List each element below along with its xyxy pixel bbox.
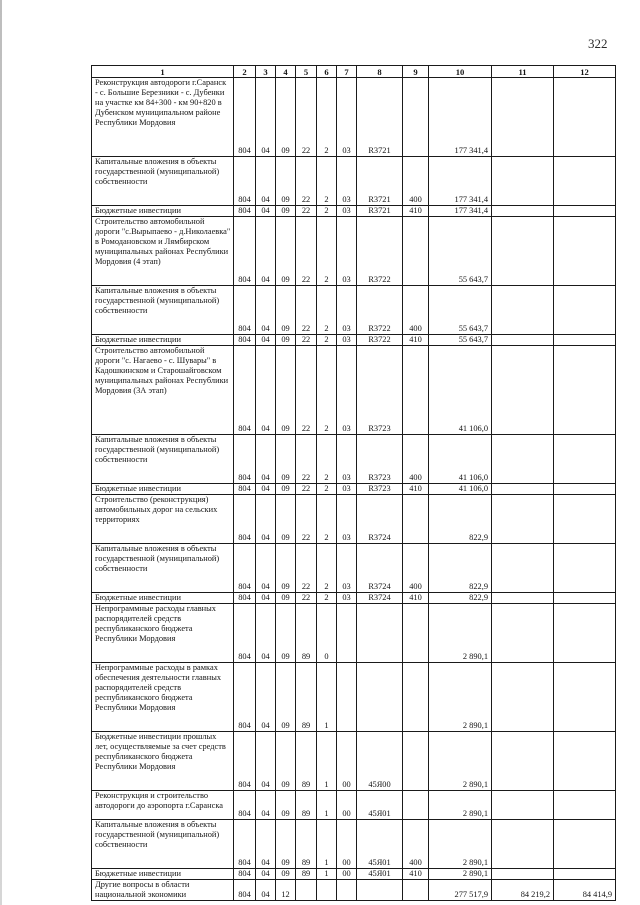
cell-program: 22 (296, 206, 317, 217)
table-row (92, 435, 616, 484)
cell-expense-type: 410 (403, 335, 429, 346)
header-cell: 7 (337, 66, 357, 78)
cell-activity (337, 604, 357, 663)
cell-activity: 03 (337, 544, 357, 593)
cell-subsection: 09 (276, 206, 296, 217)
header-cell: 8 (357, 66, 403, 78)
cell-activity: 00 (337, 869, 357, 880)
cell-amount-1: 2 890,1 (429, 791, 492, 820)
cell-amount-2 (492, 206, 554, 217)
cell-subprogram: 2 (317, 495, 337, 544)
cell-activity (337, 663, 357, 732)
cell-activity: 00 (337, 820, 357, 869)
table-row (92, 206, 616, 217)
cell-amount-2 (492, 732, 554, 791)
row-name-cell: Непрограммные расходы главных распорядителей средств республиканского бюджета Республики Мордовия (92, 604, 234, 663)
header-cell: 9 (403, 66, 429, 78)
cell-subsection: 09 (276, 286, 296, 335)
cell-subprogram: 2 (317, 435, 337, 484)
table-header-row (92, 66, 616, 78)
cell-section: 04 (256, 495, 276, 544)
table-row (92, 217, 616, 286)
cell-subsection: 09 (276, 820, 296, 869)
page-edge (0, 0, 2, 905)
cell-amount-2 (492, 604, 554, 663)
cell-expense-type (403, 663, 429, 732)
cell-section: 04 (256, 435, 276, 484)
cell-program: 89 (296, 869, 317, 880)
cell-target: 45Я01 (357, 820, 403, 869)
cell-amount-1: 822,9 (429, 593, 492, 604)
cell-target: R3724 (357, 544, 403, 593)
cell-adm: 804 (234, 791, 256, 820)
cell-adm: 804 (234, 484, 256, 495)
cell-adm: 804 (234, 593, 256, 604)
cell-amount-2 (492, 286, 554, 335)
header-cell: 5 (296, 66, 317, 78)
cell-activity: 03 (337, 217, 357, 286)
cell-amount-3 (554, 435, 616, 484)
cell-program: 22 (296, 286, 317, 335)
cell-amount-3: 84 414,9 (554, 880, 616, 901)
cell-amount-3 (554, 78, 616, 157)
row-name-cell: Реконструкция автодороги г.Саранск - с. Большие Березники - с. Дубенки на участке км 84+300 - км 90+820 в Дубенском муниципальном районе Республики Мордовия (92, 78, 234, 157)
cell-subsection: 09 (276, 869, 296, 880)
cell-section: 04 (256, 880, 276, 901)
row-name-cell: Капитальные вложения в объекты государственной (муниципальной) собственности (92, 157, 234, 206)
cell-subsection: 09 (276, 157, 296, 206)
row-name-cell: Капитальные вложения в объекты государственной (муниципальной) собственности (92, 435, 234, 484)
cell-amount-1: 277 517,9 (429, 880, 492, 901)
cell-expense-type (403, 346, 429, 435)
budget-table (91, 65, 616, 901)
cell-program: 22 (296, 544, 317, 593)
cell-adm: 804 (234, 663, 256, 732)
cell-program: 89 (296, 791, 317, 820)
cell-target: 45Я00 (357, 732, 403, 791)
cell-amount-3 (554, 604, 616, 663)
cell-activity: 00 (337, 732, 357, 791)
table-row (92, 346, 616, 435)
table-row (92, 869, 616, 880)
cell-amount-2 (492, 335, 554, 346)
cell-subprogram: 2 (317, 206, 337, 217)
cell-adm: 804 (234, 286, 256, 335)
cell-section: 04 (256, 544, 276, 593)
cell-expense-type: 400 (403, 157, 429, 206)
cell-amount-1: 55 643,7 (429, 217, 492, 286)
cell-target: R3722 (357, 286, 403, 335)
cell-amount-1: 177 341,4 (429, 157, 492, 206)
cell-program: 22 (296, 593, 317, 604)
cell-amount-2 (492, 346, 554, 435)
row-name-cell: Бюджетные инвестиции (92, 484, 234, 495)
cell-target (357, 604, 403, 663)
cell-activity: 03 (337, 435, 357, 484)
row-name-cell: Бюджетные инвестиции (92, 206, 234, 217)
cell-amount-1: 41 106,0 (429, 435, 492, 484)
row-name-cell: Другие вопросы в области национальной экономики (92, 880, 234, 901)
cell-target: R3721 (357, 78, 403, 157)
cell-section: 04 (256, 593, 276, 604)
cell-amount-3 (554, 217, 616, 286)
cell-amount-3 (554, 791, 616, 820)
cell-activity: 03 (337, 593, 357, 604)
cell-amount-3 (554, 346, 616, 435)
cell-amount-1: 41 106,0 (429, 346, 492, 435)
cell-activity: 00 (337, 791, 357, 820)
table-row (92, 604, 616, 663)
cell-subprogram: 1 (317, 663, 337, 732)
cell-adm: 804 (234, 206, 256, 217)
cell-activity: 03 (337, 206, 357, 217)
cell-expense-type (403, 732, 429, 791)
cell-amount-2 (492, 157, 554, 206)
table-row (92, 484, 616, 495)
cell-amount-3 (554, 663, 616, 732)
cell-section: 04 (256, 286, 276, 335)
cell-amount-2 (492, 495, 554, 544)
cell-program: 89 (296, 663, 317, 732)
cell-subprogram: 2 (317, 544, 337, 593)
cell-section: 04 (256, 157, 276, 206)
cell-amount-1: 55 643,7 (429, 335, 492, 346)
cell-target: R3721 (357, 206, 403, 217)
cell-amount-3 (554, 484, 616, 495)
cell-adm: 804 (234, 820, 256, 869)
cell-target: 45Я01 (357, 869, 403, 880)
row-name-cell: Бюджетные инвестиции (92, 593, 234, 604)
cell-amount-3 (554, 544, 616, 593)
cell-subsection: 09 (276, 593, 296, 604)
cell-program: 22 (296, 484, 317, 495)
row-name-cell: Бюджетные инвестиции прошлых лет, осуществляемые за счет средств республиканского бюджета Республики Мордовия (92, 732, 234, 791)
row-name-cell: Строительство автомобильной дороги "с. Нагаево - с. Шувары" в Кадошкинском и Старошайговском муниципальных районах Республики Мордовия (3А этап) (92, 346, 234, 435)
cell-subsection: 09 (276, 217, 296, 286)
row-name-cell: Бюджетные инвестиции (92, 869, 234, 880)
table-row (92, 663, 616, 732)
table-row (92, 791, 616, 820)
cell-adm: 804 (234, 732, 256, 791)
cell-subsection: 12 (276, 880, 296, 901)
cell-subprogram: 0 (317, 604, 337, 663)
table-row (92, 544, 616, 593)
cell-target (357, 663, 403, 732)
cell-adm: 804 (234, 217, 256, 286)
cell-target (357, 880, 403, 901)
page-number: 322 (588, 36, 608, 51)
cell-section: 04 (256, 869, 276, 880)
cell-target: R3724 (357, 593, 403, 604)
cell-activity: 03 (337, 286, 357, 335)
cell-subprogram: 2 (317, 593, 337, 604)
cell-subprogram: 1 (317, 820, 337, 869)
cell-target: R3722 (357, 217, 403, 286)
cell-section: 04 (256, 217, 276, 286)
table-row (92, 157, 616, 206)
cell-subsection: 09 (276, 484, 296, 495)
cell-amount-3 (554, 732, 616, 791)
cell-subsection: 09 (276, 604, 296, 663)
cell-program: 22 (296, 157, 317, 206)
table-row (92, 78, 616, 157)
cell-amount-2 (492, 78, 554, 157)
row-name-cell: Строительство автомобильной дороги "с.Вырыпаево - д.Николаевка" в Ромодановском и Лямбирском муниципальных районах Республики Мордовия (4 этап) (92, 217, 234, 286)
row-name-cell: Реконструкция и строительство автодороги до аэропорта г.Саранска (92, 791, 234, 820)
cell-amount-3 (554, 820, 616, 869)
cell-activity (337, 880, 357, 901)
cell-activity: 03 (337, 495, 357, 544)
cell-subprogram: 2 (317, 346, 337, 435)
header-cell: 3 (256, 66, 276, 78)
cell-amount-1: 2 890,1 (429, 869, 492, 880)
cell-program: 22 (296, 495, 317, 544)
cell-subsection: 09 (276, 732, 296, 791)
cell-expense-type: 410 (403, 593, 429, 604)
cell-amount-1: 177 341,4 (429, 206, 492, 217)
cell-expense-type (403, 880, 429, 901)
table-row (92, 593, 616, 604)
cell-subprogram: 1 (317, 732, 337, 791)
cell-expense-type: 400 (403, 286, 429, 335)
cell-amount-2 (492, 791, 554, 820)
cell-target: R3722 (357, 335, 403, 346)
table-row (92, 286, 616, 335)
cell-amount-1: 822,9 (429, 495, 492, 544)
cell-amount-2 (492, 593, 554, 604)
cell-expense-type (403, 791, 429, 820)
cell-subprogram: 2 (317, 78, 337, 157)
cell-expense-type (403, 604, 429, 663)
cell-program: 22 (296, 217, 317, 286)
cell-expense-type: 400 (403, 820, 429, 869)
cell-activity: 03 (337, 346, 357, 435)
table-row (92, 820, 616, 869)
table-row (92, 495, 616, 544)
cell-section: 04 (256, 604, 276, 663)
cell-expense-type: 410 (403, 206, 429, 217)
cell-subsection: 09 (276, 346, 296, 435)
cell-subprogram: 2 (317, 335, 337, 346)
table-row (92, 732, 616, 791)
cell-activity: 03 (337, 78, 357, 157)
cell-subsection: 09 (276, 544, 296, 593)
header-cell: 12 (554, 66, 616, 78)
cell-amount-3 (554, 593, 616, 604)
cell-program: 22 (296, 346, 317, 435)
cell-activity: 03 (337, 157, 357, 206)
cell-subsection: 09 (276, 435, 296, 484)
cell-amount-3 (554, 495, 616, 544)
cell-subsection: 09 (276, 495, 296, 544)
cell-adm: 804 (234, 335, 256, 346)
cell-section: 04 (256, 791, 276, 820)
cell-program: 22 (296, 435, 317, 484)
cell-section: 04 (256, 820, 276, 869)
cell-subprogram (317, 880, 337, 901)
cell-subprogram: 2 (317, 484, 337, 495)
header-cell: 2 (234, 66, 256, 78)
cell-amount-2 (492, 663, 554, 732)
cell-subsection: 09 (276, 335, 296, 346)
cell-subsection: 09 (276, 663, 296, 732)
cell-section: 04 (256, 484, 276, 495)
cell-subsection: 09 (276, 78, 296, 157)
cell-section: 04 (256, 206, 276, 217)
cell-program: 22 (296, 78, 317, 157)
cell-adm: 804 (234, 604, 256, 663)
table-row (92, 880, 616, 901)
cell-activity: 03 (337, 484, 357, 495)
cell-section: 04 (256, 78, 276, 157)
cell-section: 04 (256, 663, 276, 732)
cell-adm: 804 (234, 346, 256, 435)
row-name-cell: Капитальные вложения в объекты государственной (муниципальной) собственности (92, 286, 234, 335)
table-body (92, 78, 616, 901)
cell-program: 89 (296, 732, 317, 791)
cell-section: 04 (256, 346, 276, 435)
cell-activity: 03 (337, 335, 357, 346)
row-name-cell: Капитальные вложения в объекты государственной (муниципальной) собственности (92, 820, 234, 869)
cell-target: R3724 (357, 495, 403, 544)
cell-expense-type: 400 (403, 544, 429, 593)
cell-target: 45Я01 (357, 791, 403, 820)
cell-amount-3 (554, 869, 616, 880)
cell-amount-3 (554, 206, 616, 217)
cell-target: R3723 (357, 346, 403, 435)
cell-adm: 804 (234, 495, 256, 544)
cell-amount-3 (554, 286, 616, 335)
cell-subprogram: 2 (317, 157, 337, 206)
cell-program: 89 (296, 604, 317, 663)
cell-amount-3 (554, 157, 616, 206)
header-cell: 10 (429, 66, 492, 78)
cell-program (296, 880, 317, 901)
cell-amount-2 (492, 869, 554, 880)
cell-program: 89 (296, 820, 317, 869)
cell-adm: 804 (234, 880, 256, 901)
cell-amount-1: 2 890,1 (429, 820, 492, 869)
cell-expense-type: 410 (403, 484, 429, 495)
cell-amount-1: 822,9 (429, 544, 492, 593)
cell-section: 04 (256, 335, 276, 346)
cell-adm: 804 (234, 157, 256, 206)
cell-expense-type (403, 78, 429, 157)
cell-expense-type: 400 (403, 435, 429, 484)
cell-subprogram: 1 (317, 791, 337, 820)
header-cell: 11 (492, 66, 554, 78)
cell-amount-2: 84 219,2 (492, 880, 554, 901)
cell-target: R3723 (357, 435, 403, 484)
cell-amount-2 (492, 484, 554, 495)
cell-amount-2 (492, 217, 554, 286)
cell-amount-1: 2 890,1 (429, 663, 492, 732)
cell-target: R3723 (357, 484, 403, 495)
table-row (92, 335, 616, 346)
cell-amount-3 (554, 335, 616, 346)
cell-adm: 804 (234, 435, 256, 484)
cell-adm: 804 (234, 544, 256, 593)
cell-amount-2 (492, 544, 554, 593)
header-cell: 6 (317, 66, 337, 78)
cell-amount-1: 2 890,1 (429, 604, 492, 663)
cell-amount-2 (492, 435, 554, 484)
cell-amount-1: 41 106,0 (429, 484, 492, 495)
cell-subsection: 09 (276, 791, 296, 820)
cell-subprogram: 1 (317, 869, 337, 880)
cell-adm: 804 (234, 78, 256, 157)
cell-expense-type: 410 (403, 869, 429, 880)
row-name-cell: Непрограммные расходы в рамках обеспечения деятельности главных распорядителей средств республиканского бюджета Республики Мордовия (92, 663, 234, 732)
cell-expense-type (403, 495, 429, 544)
cell-amount-1: 177 341,4 (429, 78, 492, 157)
cell-amount-1: 2 890,1 (429, 732, 492, 791)
cell-amount-2 (492, 820, 554, 869)
row-name-cell: Строительство (реконструкция) автомобильных дорог на сельских территориях (92, 495, 234, 544)
header-cell: 1 (92, 66, 234, 78)
row-name-cell: Капитальные вложения в объекты государственной (муниципальной) собственности (92, 544, 234, 593)
header-cell: 4 (276, 66, 296, 78)
cell-subprogram: 2 (317, 286, 337, 335)
cell-amount-1: 55 643,7 (429, 286, 492, 335)
cell-expense-type (403, 217, 429, 286)
cell-section: 04 (256, 732, 276, 791)
cell-subprogram: 2 (317, 217, 337, 286)
cell-program: 22 (296, 335, 317, 346)
cell-adm: 804 (234, 869, 256, 880)
cell-target: R3721 (357, 157, 403, 206)
row-name-cell: Бюджетные инвестиции (92, 335, 234, 346)
